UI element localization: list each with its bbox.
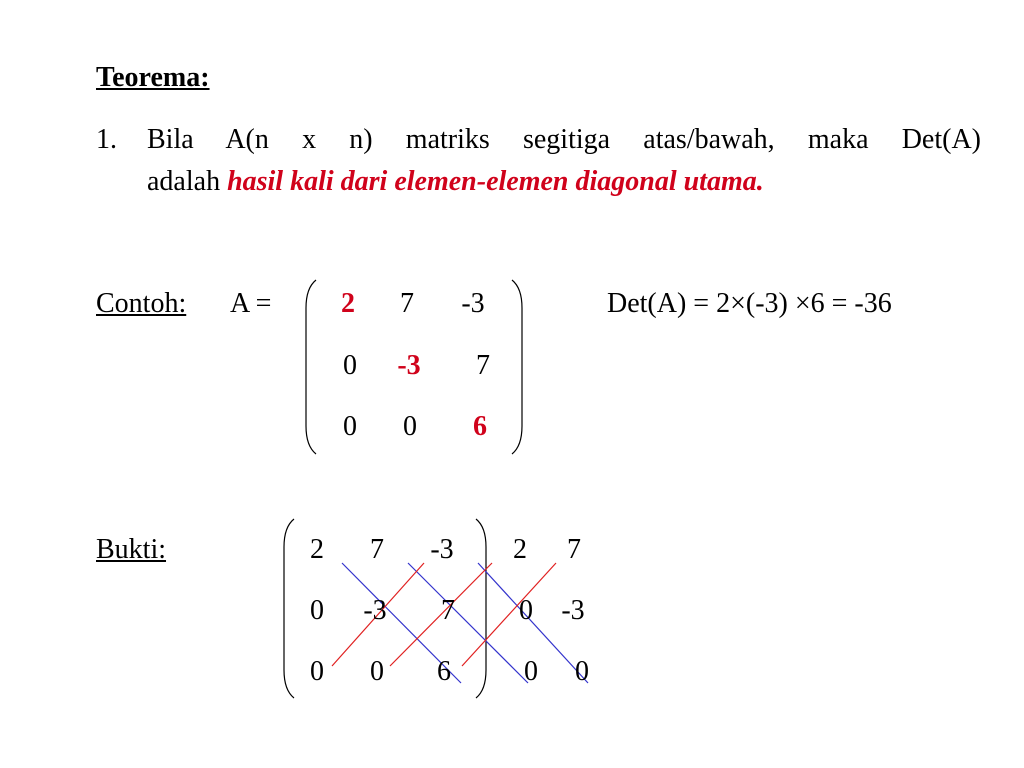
theorem-title: Teorema:: [96, 62, 210, 93]
matrix-a-cell-0-1: 7: [400, 288, 414, 319]
proof-cell-0-2: -3: [430, 534, 454, 565]
theorem-line-2-text: adalah: [147, 166, 228, 197]
theorem-line-1: Bila A(n x n) matriks segitiga atas/bawah, maka Det(A): [147, 124, 981, 155]
proof-ext-cell-0-1: 7: [567, 534, 581, 565]
theorem-emphasis: hasil kali dari elemen-elemen diagonal utama.: [227, 166, 764, 197]
proof-ext-cell-1-1: -3: [561, 595, 585, 626]
matrix-a-cell-0-0: 2: [341, 288, 355, 319]
matrix-a-cell-2-2: 6: [473, 411, 487, 442]
matrix-a-cell-0-2: -3: [461, 288, 485, 319]
proof-ext-cell-2-1: 0: [575, 656, 589, 687]
proof-ext-cell-0-0: 2: [513, 534, 527, 565]
example-label: Contoh:: [96, 288, 187, 319]
matrix-a-cell-2-0: 0: [343, 411, 357, 442]
matrix-a-cell-1-0: 0: [343, 350, 357, 381]
matrix-a-cell-1-2: 7: [476, 350, 490, 381]
proof-cell-1-1: -3: [363, 595, 387, 626]
matrix-a-cell-2-1: 0: [403, 411, 417, 442]
proof-cell-1-2: 7: [441, 595, 455, 626]
proof-label: Bukti:: [96, 534, 167, 565]
proof-cell-2-1: 0: [370, 656, 384, 687]
proof-cell-1-0: 0: [310, 595, 324, 626]
matrix-a-cell-1-1: -3: [397, 350, 421, 381]
proof-ext-cell-1-0: 0: [519, 595, 533, 626]
proof-cell-0-1: 7: [370, 534, 384, 565]
matrix-a-lhs: A =: [230, 288, 272, 319]
proof-ext-cell-2-0: 0: [524, 656, 538, 687]
item-number: 1.: [96, 124, 117, 155]
proof-cell-2-0: 0: [310, 656, 324, 687]
determinant-formula: Det(A) = 2×(-3) ×6 = -36: [607, 288, 892, 319]
proof-cell-2-2: 6: [437, 656, 451, 687]
proof-cell-0-0: 2: [310, 534, 324, 565]
